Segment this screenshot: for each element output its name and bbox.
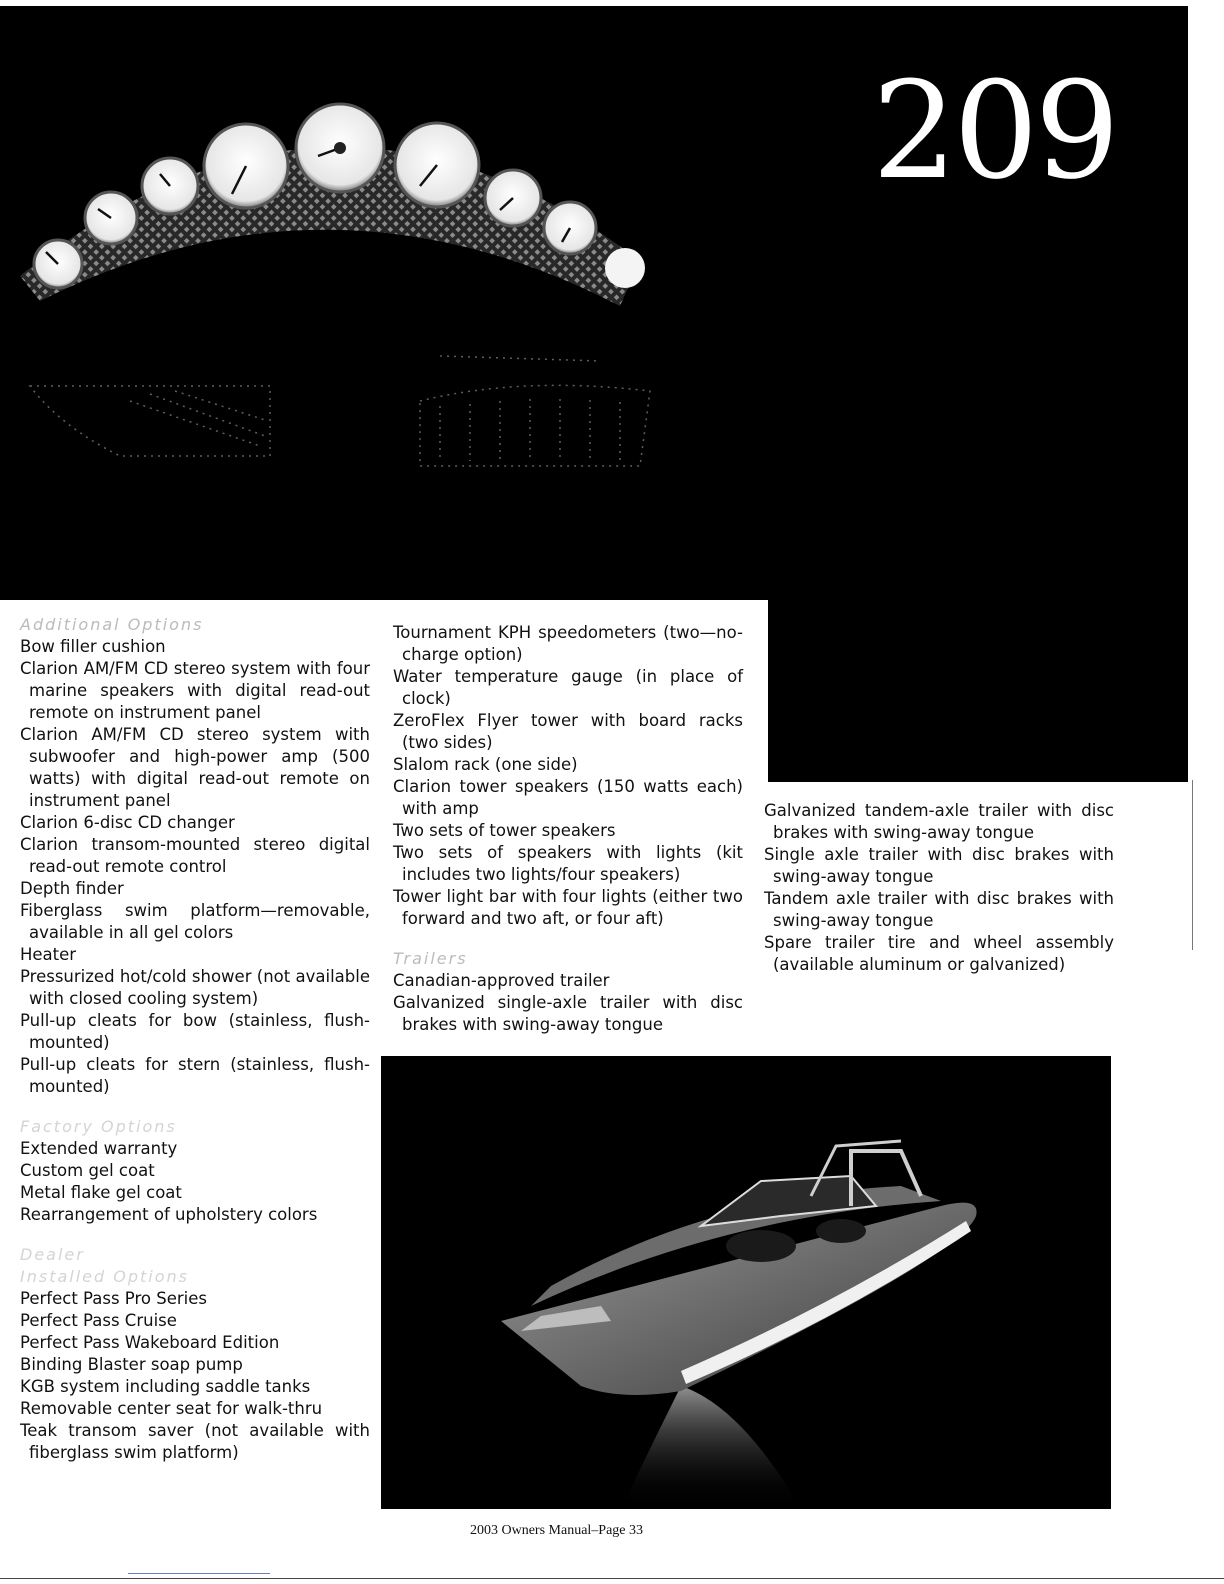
scan-edge-line [1192,780,1193,950]
list-item: Clarion AM/FM CD stereo system with subwoofer and high-power amp (500 watts) with digital read-out remote on instrument panel [20,725,370,810]
list-item: Bow filler cushion [20,637,166,656]
list-item: KGB system including saddle tanks [20,1377,311,1396]
dealer-options-heading: Dealer [20,1245,85,1264]
list-item: Spare trailer tire and wheel assembly (available aluminum or galvanized) [764,933,1114,974]
list-item: Depth finder [20,879,124,898]
list-item: Galvanized single-axle trailer with disc brakes with swing-away tongue [393,993,743,1034]
list-item: Two sets of tower speakers [393,821,616,840]
list-item: Removable center seat for walk-thru [20,1399,323,1418]
list-item: Perfect Pass Pro Series [20,1289,207,1308]
list-item: Galvanized tandem-axle trailer with disc brakes with swing-away tongue [764,801,1114,842]
list-item: Single axle trailer with disc brakes with swing-away tongue [764,845,1114,886]
trailers-heading: Trailers [393,949,468,968]
list-item: Tower light bar with four lights (either two forward and two aft, or four aft) [393,887,743,928]
options-column-3 [764,800,1114,976]
list-item: Clarion transom-mounted stereo digital read-out remote control [20,835,370,876]
dealer-options-heading-line2: Installed Options [20,1267,189,1286]
options-column-1 [20,614,370,1464]
boat-photo [381,1056,1111,1509]
list-item: Perfect Pass Wakeboard Edition [20,1333,280,1352]
list-item: Custom gel coat [20,1161,155,1180]
list-item: Clarion tower speakers (150 watts each) with amp [393,777,743,818]
bottom-blue-rule [128,1573,270,1574]
list-item: Clarion AM/FM CD stereo system with four marine speakers with digital read-out remote on instrument panel [20,659,370,722]
list-item: Two sets of speakers with lights (kit includes two lights/four speakers) [393,843,743,884]
list-item: Perfect Pass Cruise [20,1311,177,1330]
list-item: Binding Blaster soap pump [20,1355,243,1374]
list-item: Tandem axle trailer with disc brakes with swing-away tongue [764,889,1114,930]
bottom-rule [0,1578,1224,1579]
dashboard-photo-extension [768,594,1188,782]
list-item: Heater [20,945,77,964]
list-item: Extended warranty [20,1139,178,1158]
list-item: Pull-up cleats for stern (stainless, flush-mounted) [20,1055,370,1096]
list-item: Pull-up cleats for bow (stainless, flush-mounted) [20,1011,370,1052]
factory-options-heading: Factory Options [20,1117,177,1136]
model-number: 209 [872,53,1116,209]
list-item: Teak transom saver (not available with fiberglass swim platform) [20,1421,370,1462]
list-item: Rearrangement of upholstery colors [20,1205,318,1224]
list-item: Slalom rack (one side) [393,755,578,774]
list-item: Metal flake gel coat [20,1183,182,1202]
list-item: Water temperature gauge (in place of clock) [393,667,743,708]
list-item: Clarion 6-disc CD changer [20,813,235,832]
list-item: Pressurized hot/cold shower (not available with closed cooling system) [20,967,370,1008]
list-item: Fiberglass swim platform—removable, available in all gel colors [20,901,370,942]
dashboard-photo [0,6,1188,600]
list-item: ZeroFlex Flyer tower with board racks (two sides) [393,711,743,752]
page-footer: 2003 Owners Manual–Page 33 [470,1523,644,1538]
additional-options-heading: Additional Options [20,615,204,634]
options-column-2 [393,622,743,1036]
list-item: Tournament KPH speedometers (two—no-charge option) [393,623,743,664]
list-item: Canadian-approved trailer [393,971,610,990]
boat-illustration [381,1056,1111,1509]
